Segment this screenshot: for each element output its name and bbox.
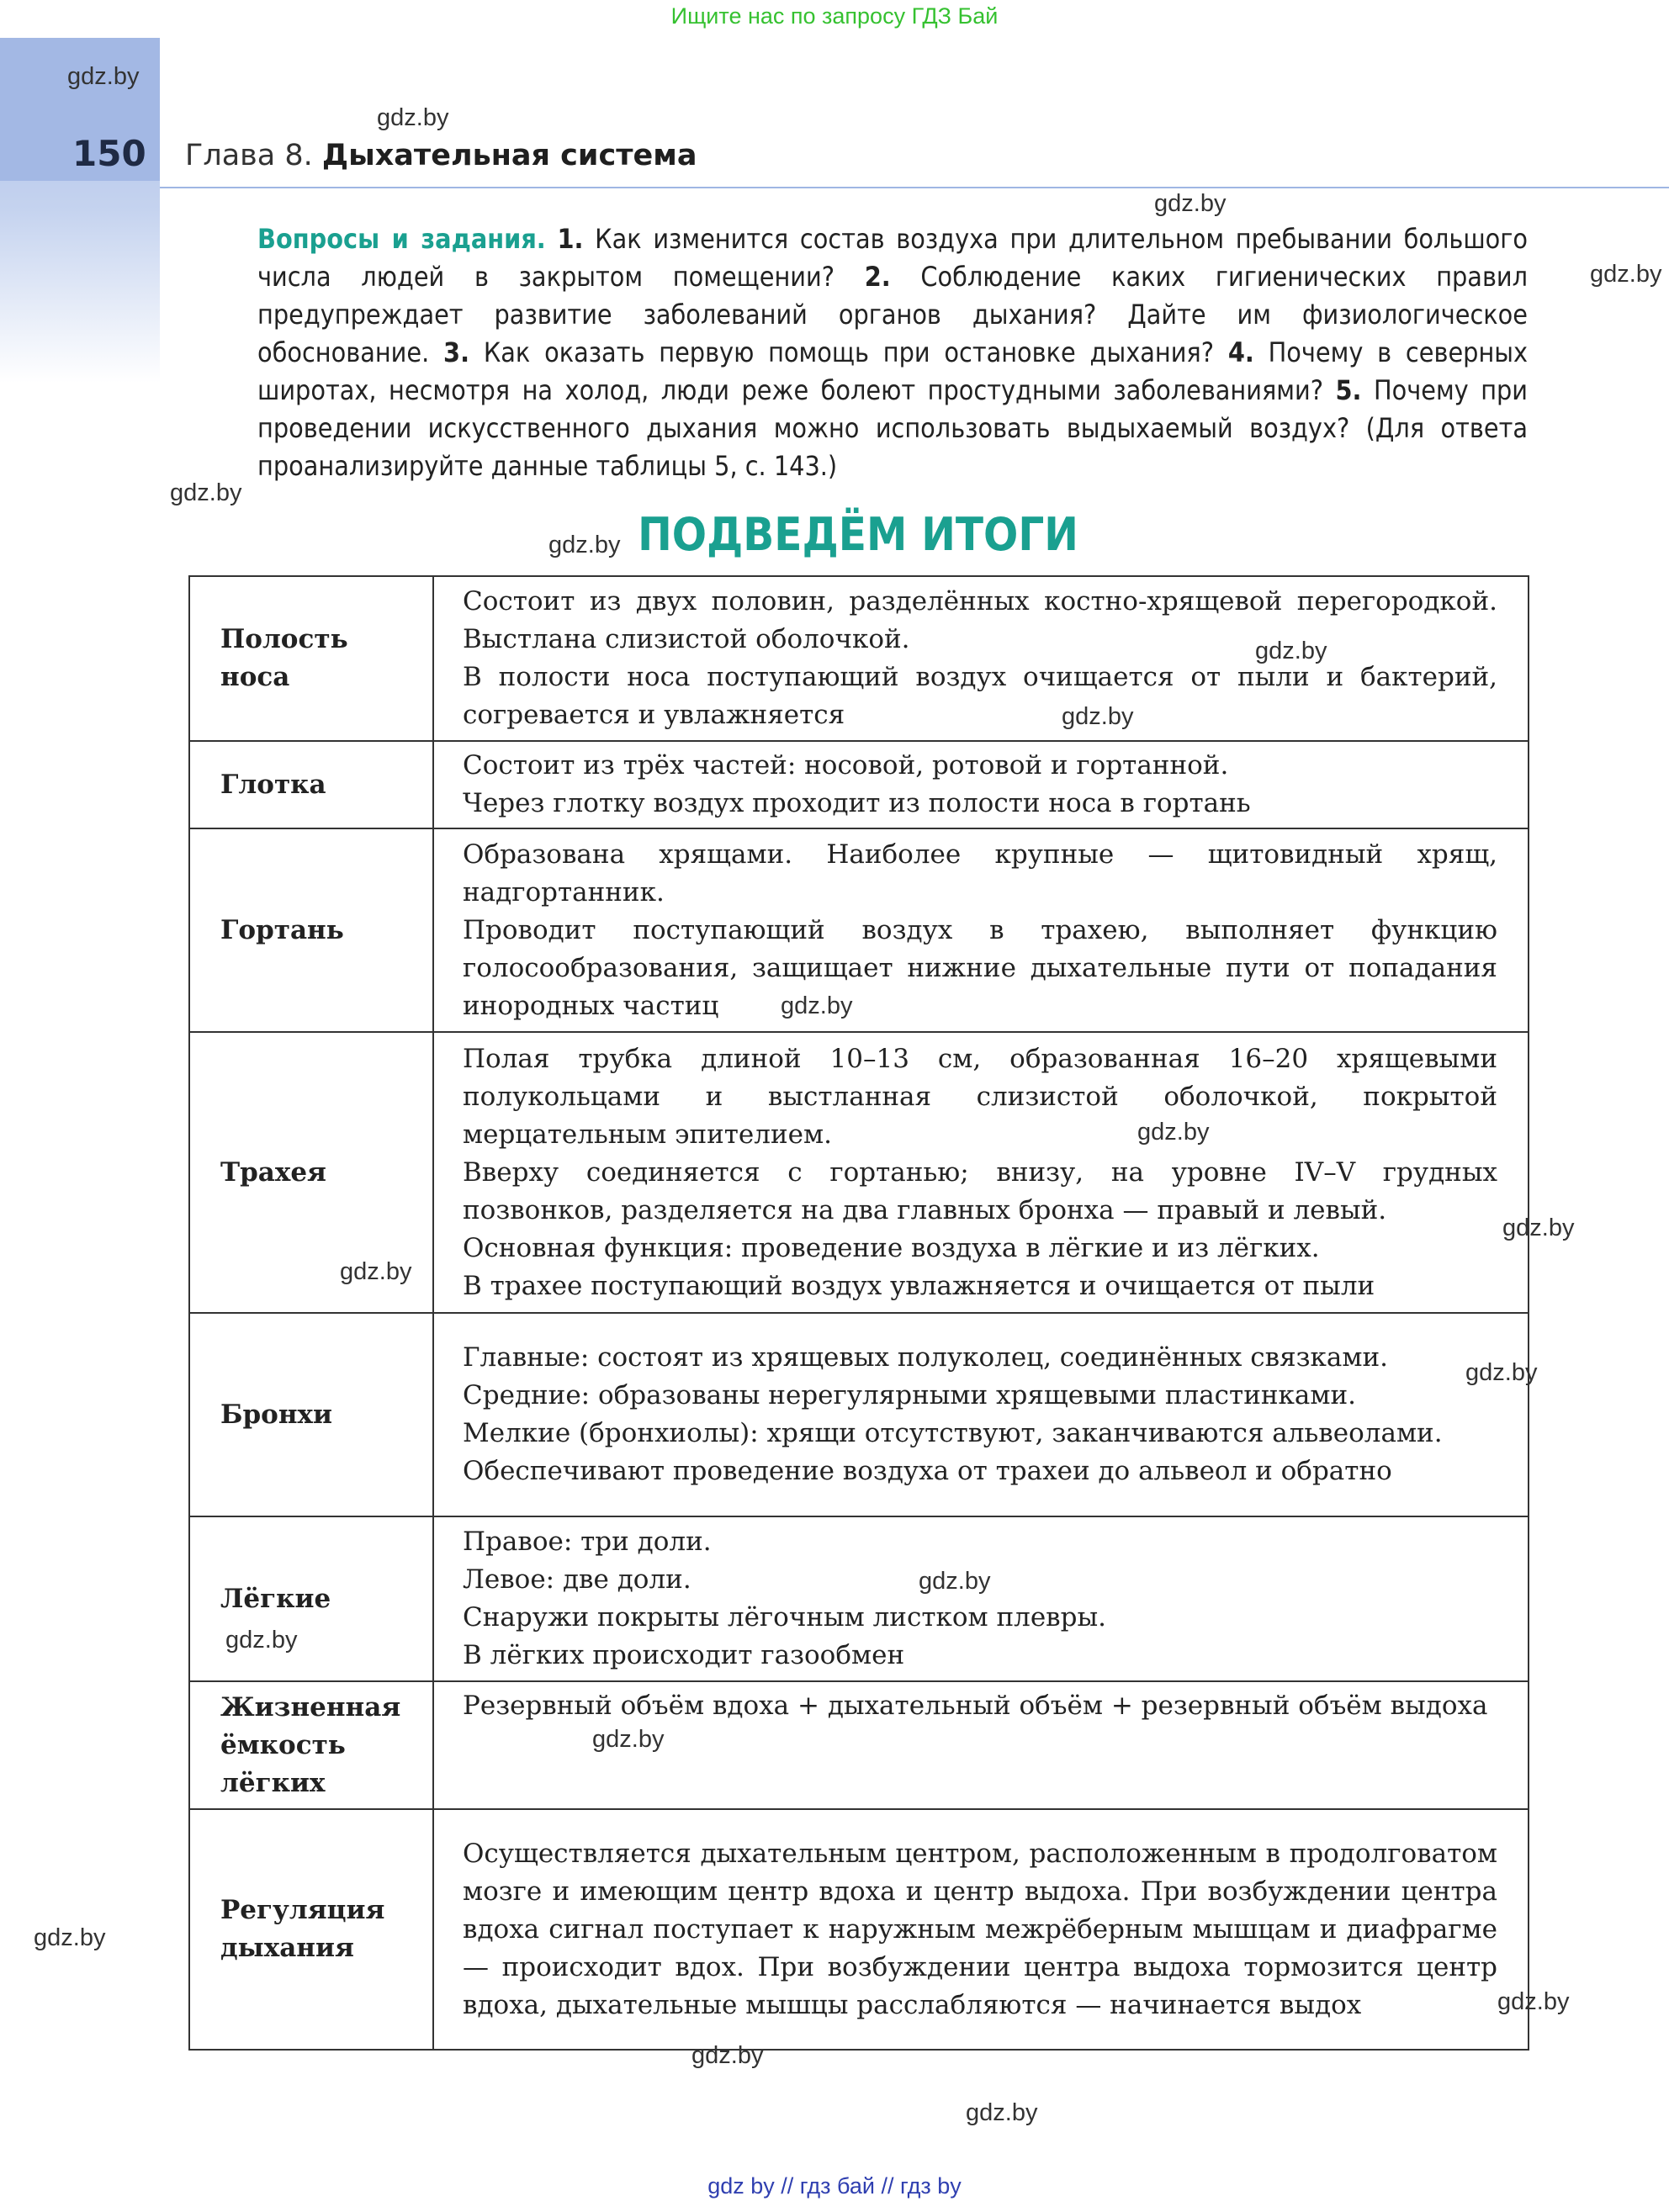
watermark: gdz.by xyxy=(592,1726,665,1753)
description-line: Основная функция: проведение воздуха в лёгкие и из лёгких. xyxy=(463,1232,1320,1263)
description-line: В трахее поступающий воздух увлажняется и очищается от пыли xyxy=(463,1270,1375,1301)
description-line: Средние: образованы нерегулярными хрящевыми пластинками. xyxy=(463,1380,1357,1410)
watermark: gdz.by xyxy=(1590,261,1662,288)
table-row xyxy=(189,576,1529,741)
chapter-title: Дыхательная система xyxy=(321,139,697,172)
question-text: Как оказать первую помощь при остановке дыхания? xyxy=(483,336,1214,368)
watermark: gdz.by xyxy=(170,479,242,506)
table-row xyxy=(189,1681,1529,1809)
description-line: Левое: две доли. xyxy=(463,1564,691,1595)
description-line: Снаружи покрыты лёгочным листком плевры. xyxy=(463,1602,1107,1633)
watermark: gdz.by xyxy=(1465,1359,1538,1386)
watermark: gdz.by xyxy=(1062,703,1134,730)
question-number: 1. xyxy=(557,223,584,255)
questions-block xyxy=(257,220,1528,485)
description-line: Вверху соединяется с гортанью; внизу, на уровне IV–V грудных позвонков, разделяется на два главных бронха — правый и левый. xyxy=(463,1156,1497,1225)
description-line: Полая трубка длиной 10–13 см, образованная 16–20 хрящевыми полукольцами и выстланная слизистой оболочкой, покрытой мерцательным эпителием. xyxy=(463,1043,1497,1150)
watermark: gdz.by xyxy=(1255,638,1327,664)
table-row xyxy=(189,741,1529,828)
table-row xyxy=(189,1809,1529,2050)
description-line: Состоит из двух половин, разделённых костно-хрящевой перегородкой. Выстлана слизистой оболочкой. xyxy=(463,586,1497,654)
description-cell xyxy=(433,1313,1529,1516)
question-number: 2. xyxy=(864,261,891,293)
description-line: Резервный объём вдоха + дыхательный объём + резервный объём выдоха xyxy=(463,1691,1488,1721)
top-banner[interactable]: Ищите нас по запросу ГДЗ Бай xyxy=(670,3,999,29)
question-number: 4. xyxy=(1227,336,1254,368)
description-cell xyxy=(433,1809,1529,2050)
description-line: Обеспечивают проведение воздуха от трахеи до альвеол и обратно xyxy=(463,1456,1392,1486)
description-line: Правое: три доли. xyxy=(463,1527,712,1557)
description-line: В лёгких происходит газообмен xyxy=(463,1640,905,1670)
table-row xyxy=(189,1516,1529,1681)
table-row xyxy=(189,1313,1529,1516)
watermark: gdz.by xyxy=(34,1924,106,1951)
description-line: Состоит из трёх частей: носовой, ротовой и гортанной. xyxy=(463,750,1229,781)
term-cell: Регуляция дыхания xyxy=(189,1809,433,2050)
watermark: gdz.by xyxy=(340,1258,412,1285)
description-cell xyxy=(433,828,1529,1032)
term-cell: Глотка xyxy=(189,741,433,828)
term-cell: Гортань xyxy=(189,828,433,1032)
chapter-heading xyxy=(185,139,697,172)
table-row xyxy=(189,828,1529,1032)
description-line: Главные: состоят из хрящевых полуколец, соединённых связками. xyxy=(463,1342,1389,1373)
description-line: Образована хрящами. Наиболее крупные — щитовидный хрящ, надгортанник. xyxy=(463,839,1497,908)
term-cell: Жизненная ёмкость лёгких xyxy=(189,1681,433,1809)
page-number: 150 xyxy=(72,133,146,174)
description-line: Осуществляется дыхательным центром, расположенным в продолговатом мозге и имеющим центр вдоха и центр выдоха. При возбуждении центра вдоха сигнал поступает к наружным межрёберным мышцам и диафрагме — происходит вдох. При возбуждении центра выдоха тормозится центр вдоха, дыхательные мышцы расслабляются — начинается выдох xyxy=(463,1838,1497,2020)
description-line: В полости носа поступающий воздух очищается от пыли и бактерий, согревается и увлажняется xyxy=(463,662,1497,730)
term-cell: Лёгкие xyxy=(189,1516,433,1681)
question-text: Почему в северных широтах, несмотря на холод, люди реже болеют простудными заболеваниями? xyxy=(257,336,1529,406)
term-cell: Бронхи xyxy=(189,1313,433,1516)
question-number: 5. xyxy=(1335,374,1362,406)
description-line: Через глотку воздух проходит из полости носа в гортань xyxy=(463,788,1251,818)
watermark: gdz.by xyxy=(781,992,853,1019)
question-text: Почему при проведении искусственного дыхания можно использовать выдыхаемый воздух? (Для ответа проанализируйте данные таблицы 5, с. 143.) xyxy=(257,374,1528,482)
description-cell xyxy=(433,1516,1529,1681)
watermark: gdz.by xyxy=(225,1627,298,1654)
watermark: gdz.by xyxy=(67,63,140,90)
footer-links[interactable]: gdz by // гдз бай // гдз by xyxy=(707,2173,962,2199)
watermark: gdz.by xyxy=(919,1568,991,1595)
question-number: 3. xyxy=(443,336,470,368)
term-cell: Полость носа xyxy=(189,576,433,741)
description-cell xyxy=(433,1032,1529,1313)
chapter-prefix: Глава 8. xyxy=(185,139,313,172)
watermark: gdz.by xyxy=(966,2099,1038,2126)
watermark: gdz.by xyxy=(1497,1988,1570,2015)
header-rule xyxy=(160,187,1669,188)
watermark: gdz.by xyxy=(1502,1214,1575,1241)
description-cell xyxy=(433,741,1529,828)
section-title: ПОДВЕДЁМ ИТОГИ xyxy=(638,508,1078,561)
summary-table xyxy=(188,575,1529,2051)
term-cell: Трахея xyxy=(189,1032,433,1313)
watermark: gdz.by xyxy=(1154,190,1227,217)
description-cell xyxy=(433,576,1529,741)
watermark: gdz.by xyxy=(548,532,621,558)
watermark: gdz.by xyxy=(691,2042,764,2069)
question-text: Как изменится состав воздуха при длительном пребывании большого числа людей в закрытом помещении? xyxy=(257,223,1529,293)
description-line: Проводит поступающий воздух в трахею, выполняет функцию голосообразования, защищает нижние дыхательные пути от попадания инородных частиц xyxy=(463,914,1497,1021)
questions-heading: Вопросы и задания. xyxy=(257,223,546,255)
description-line: Мелкие (бронхиолы): хрящи отсутствуют, заканчиваются альвеолами. xyxy=(463,1418,1443,1448)
question-text: Соблюдение каких гигиенических правил предупреждает развитие заболеваний органов дыхания? Дайте им физиологическое обоснование. xyxy=(257,261,1529,368)
watermark: gdz.by xyxy=(1137,1119,1210,1146)
watermark: gdz.by xyxy=(377,104,449,131)
